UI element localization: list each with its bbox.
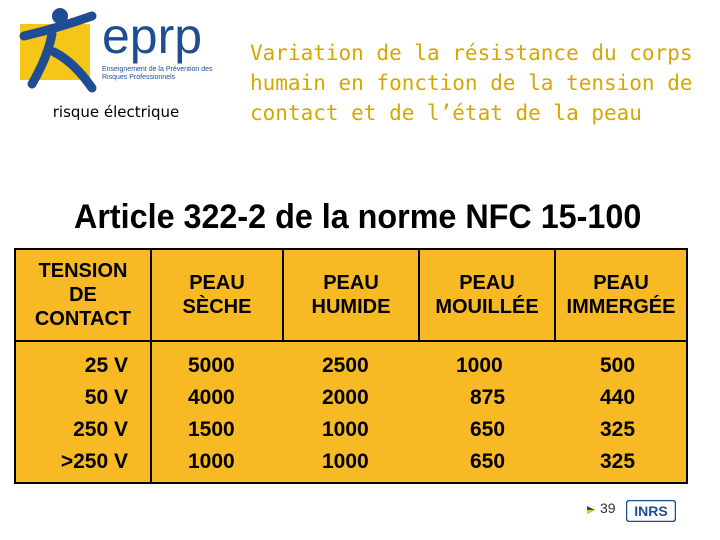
page-number: 39 [600, 500, 616, 516]
table-cell: 325 [600, 418, 636, 441]
table-cell: 440 [600, 386, 636, 409]
header-peau-humide: PEAU HUMIDE [311, 272, 391, 318]
table-cell: 2500 [322, 354, 369, 377]
section-label: risque électrique [52, 103, 180, 121]
table-cell: 1000 [322, 450, 369, 473]
table-cell: >250 V [60, 450, 128, 473]
bullet-icon [586, 505, 596, 515]
logo-subtitle: Enseignement de la Prévention des Risques Professionnels [102, 66, 213, 81]
header-peau-immergee: PEAU IMMERGÉE [566, 272, 676, 318]
header-tension: TENSION DE CONTACT [34, 260, 132, 330]
table-cell: 500 [600, 354, 636, 377]
table-cell: 1000 [456, 354, 503, 377]
slide-title: Variation de la résistance du corps humain en fonction de la tension de contact et de l’état de la peau [250, 41, 693, 125]
column-peau-immergee [600, 350, 680, 478]
table-divider [16, 340, 686, 342]
column-tension [16, 350, 128, 478]
resistance-table [14, 248, 688, 484]
header-peau-seche: PEAU SÈCHE [182, 272, 252, 318]
table-cell: 1000 [188, 450, 235, 473]
inrs-logo-text: INRS [634, 503, 668, 519]
inrs-logo [626, 500, 676, 522]
table-cell: 1500 [188, 418, 235, 441]
eprp-logo [18, 6, 213, 98]
column-peau-humide [322, 350, 412, 478]
table-cell: 250 V [73, 418, 128, 441]
column-peau-mouillee [456, 350, 546, 478]
article-heading: Article 322-2 de la norme NFC 15-100 [74, 198, 642, 236]
table-cell: 325 [600, 450, 636, 473]
table-cell: 25 V [84, 354, 128, 377]
column-peau-seche [188, 350, 278, 478]
table-cell: 5000 [188, 354, 235, 377]
eprp-figure-icon [18, 6, 102, 98]
table-cell: 2000 [322, 386, 369, 409]
table-cell: 4000 [188, 386, 235, 409]
table-cell: 875 [470, 386, 506, 409]
table-cell: 650 [470, 418, 506, 441]
table-cell: 50 V [84, 386, 128, 409]
logo-wordmark: eprp [102, 8, 203, 64]
header-peau-mouillee: PEAU MOUILLÉE [435, 272, 539, 318]
table-cell: 650 [470, 450, 506, 473]
table-cell: 1000 [322, 418, 369, 441]
